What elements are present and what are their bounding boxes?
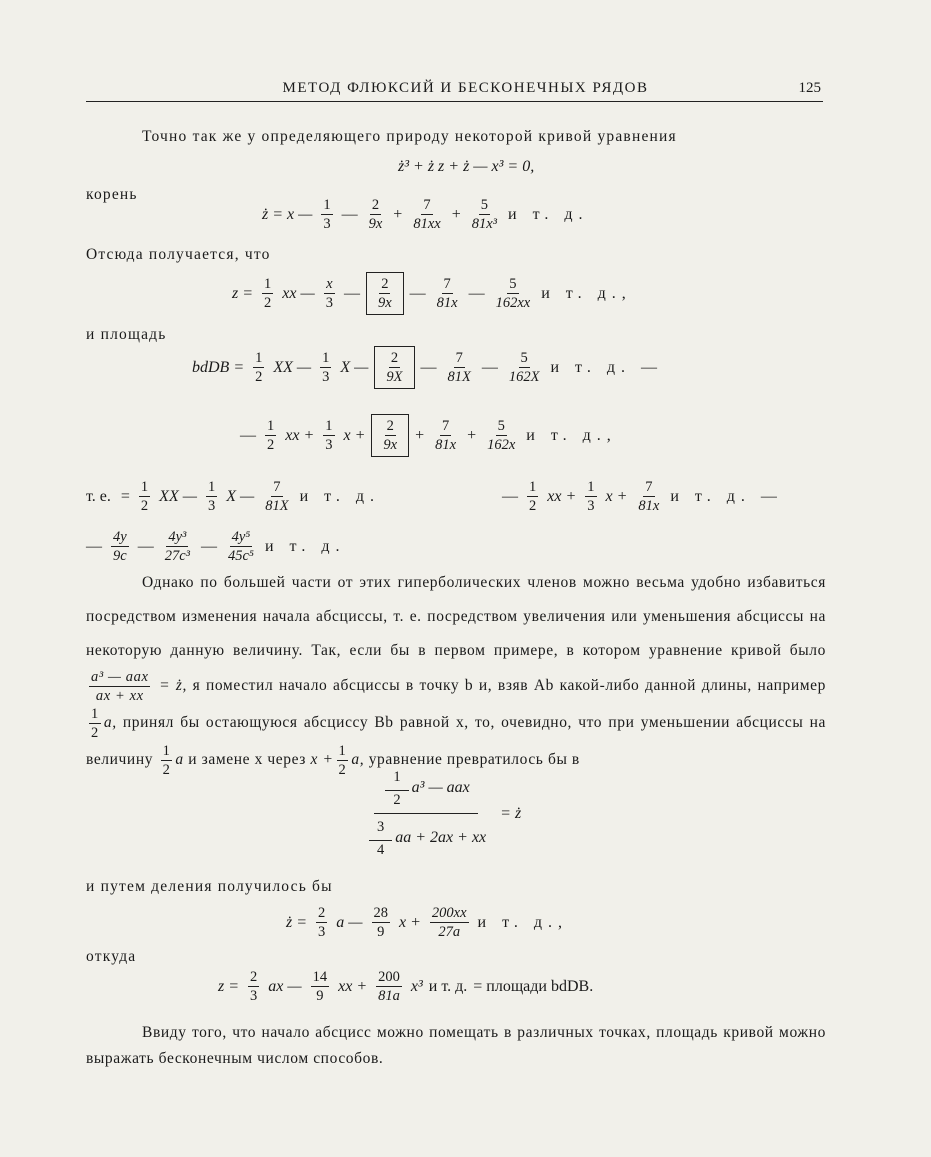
area-label: и площадь <box>86 326 167 343</box>
root-label: корень <box>86 186 138 203</box>
equation-2: ż = x — $\frac{1}{3}$ — $\frac{2}{9x}$ + $\frac{7}{81xx}$ + $\frac{5}{\text{81x³}}$ и т. д. <box>262 197 589 232</box>
equation-4: bdDB = $\frac{1}{2}$ XX — $\frac{1}{3}$ X — $\frac{2}{9X}$ — $\frac{7}{81X}$ — $\frac{5}{162X}$ и т. д. — <box>192 346 663 389</box>
equation-8: — $\frac{4y}{9c}$ — $\frac{\text{4y³}}{\text{27c³}}$ — $\frac{\text{4y⁵}}{\text{45c⁵}}$ и т. д. <box>86 529 346 564</box>
equation-3: z = $\frac{1}{2}$ xx — $\frac{x}{3}$ — $\frac{2}{9x}$ — $\frac{7}{81x}$ — $\frac{5}{162xx}$ и т. д., <box>232 272 632 315</box>
header-rule <box>86 101 823 102</box>
paragraph-1: Однако по большей части от этих гиперболических членов можно весьма удобно избавиться посредством изменения начала абсциссы, т. е. посредством увеличения или уменьшения абсциссы на некоторую данную величину. Так, если бы в первом примере, в котором уравнение кривой было $\frac{\text{a³ — aax}}{ax + xx}$ = ż, я поместил начало абсциссы в точку b и, взяв Ab какой-либо данной длины, например $\frac{1}{2}$ a, принял бы остающуюся абсциссу Bb равной x, то, очевидно, что при уменьшении абсциссы на величину $\frac{1}{2}$ a и замене x через x + $\frac{1}{2}$ a, уравнение превратилось бы в <box>86 574 826 778</box>
equation-11: z = $\frac{2}{3}$ ax — $\frac{14}{9}$ xx + $\frac{200}{81a}$ x³ и т. д. = площади bdDB. <box>218 969 594 1004</box>
running-header: МЕТОД ФЛЮКСИЙ И БЕСКОНЕЧНЫХ РЯДОВ <box>282 80 649 96</box>
equation-7: — $\frac{1}{2}$ xx + $\frac{1}{3}$ x + $\frac{7}{81x}$ и т. д. — <box>502 479 783 514</box>
division-line: и путем деления получилось бы <box>86 878 333 895</box>
intro-line: Точно так же у определяющего природу некоторой кривой уравнения <box>142 128 677 145</box>
equation-10: ż = $\frac{2}{3}$ a — $\frac{28}{9}$ x + $\frac{200xx}{27a}$ и т. д., <box>286 905 569 940</box>
page-number: 125 <box>798 80 821 96</box>
equation-6: т. е. = $\frac{1}{2}$ XX — $\frac{1}{3}$ X — $\frac{7}{81X}$ и т. д. <box>86 479 381 514</box>
from-here-line: Отсюда получается, что <box>86 246 271 263</box>
whence-label: откуда <box>86 948 137 965</box>
equation-9: $\frac{1}{2}$ a³ — aax $\frac{3}{4}$ aa + 2ax + xx = ż <box>358 768 521 859</box>
equation-1: ż³ + ż z + ż — x³ = 0, <box>398 158 535 175</box>
equation-5: — $\frac{1}{2}$ xx + $\frac{1}{3}$ x + $\frac{2}{9x}$ + $\frac{7}{81x}$ + $\frac{5}{162x}$ и т. д., <box>240 414 617 457</box>
closing-paragraph: Ввиду того, что начало абсцисс можно помещать в различных точках, площадь кривой можно выражать бесконечным числом способов. <box>86 1024 826 1067</box>
